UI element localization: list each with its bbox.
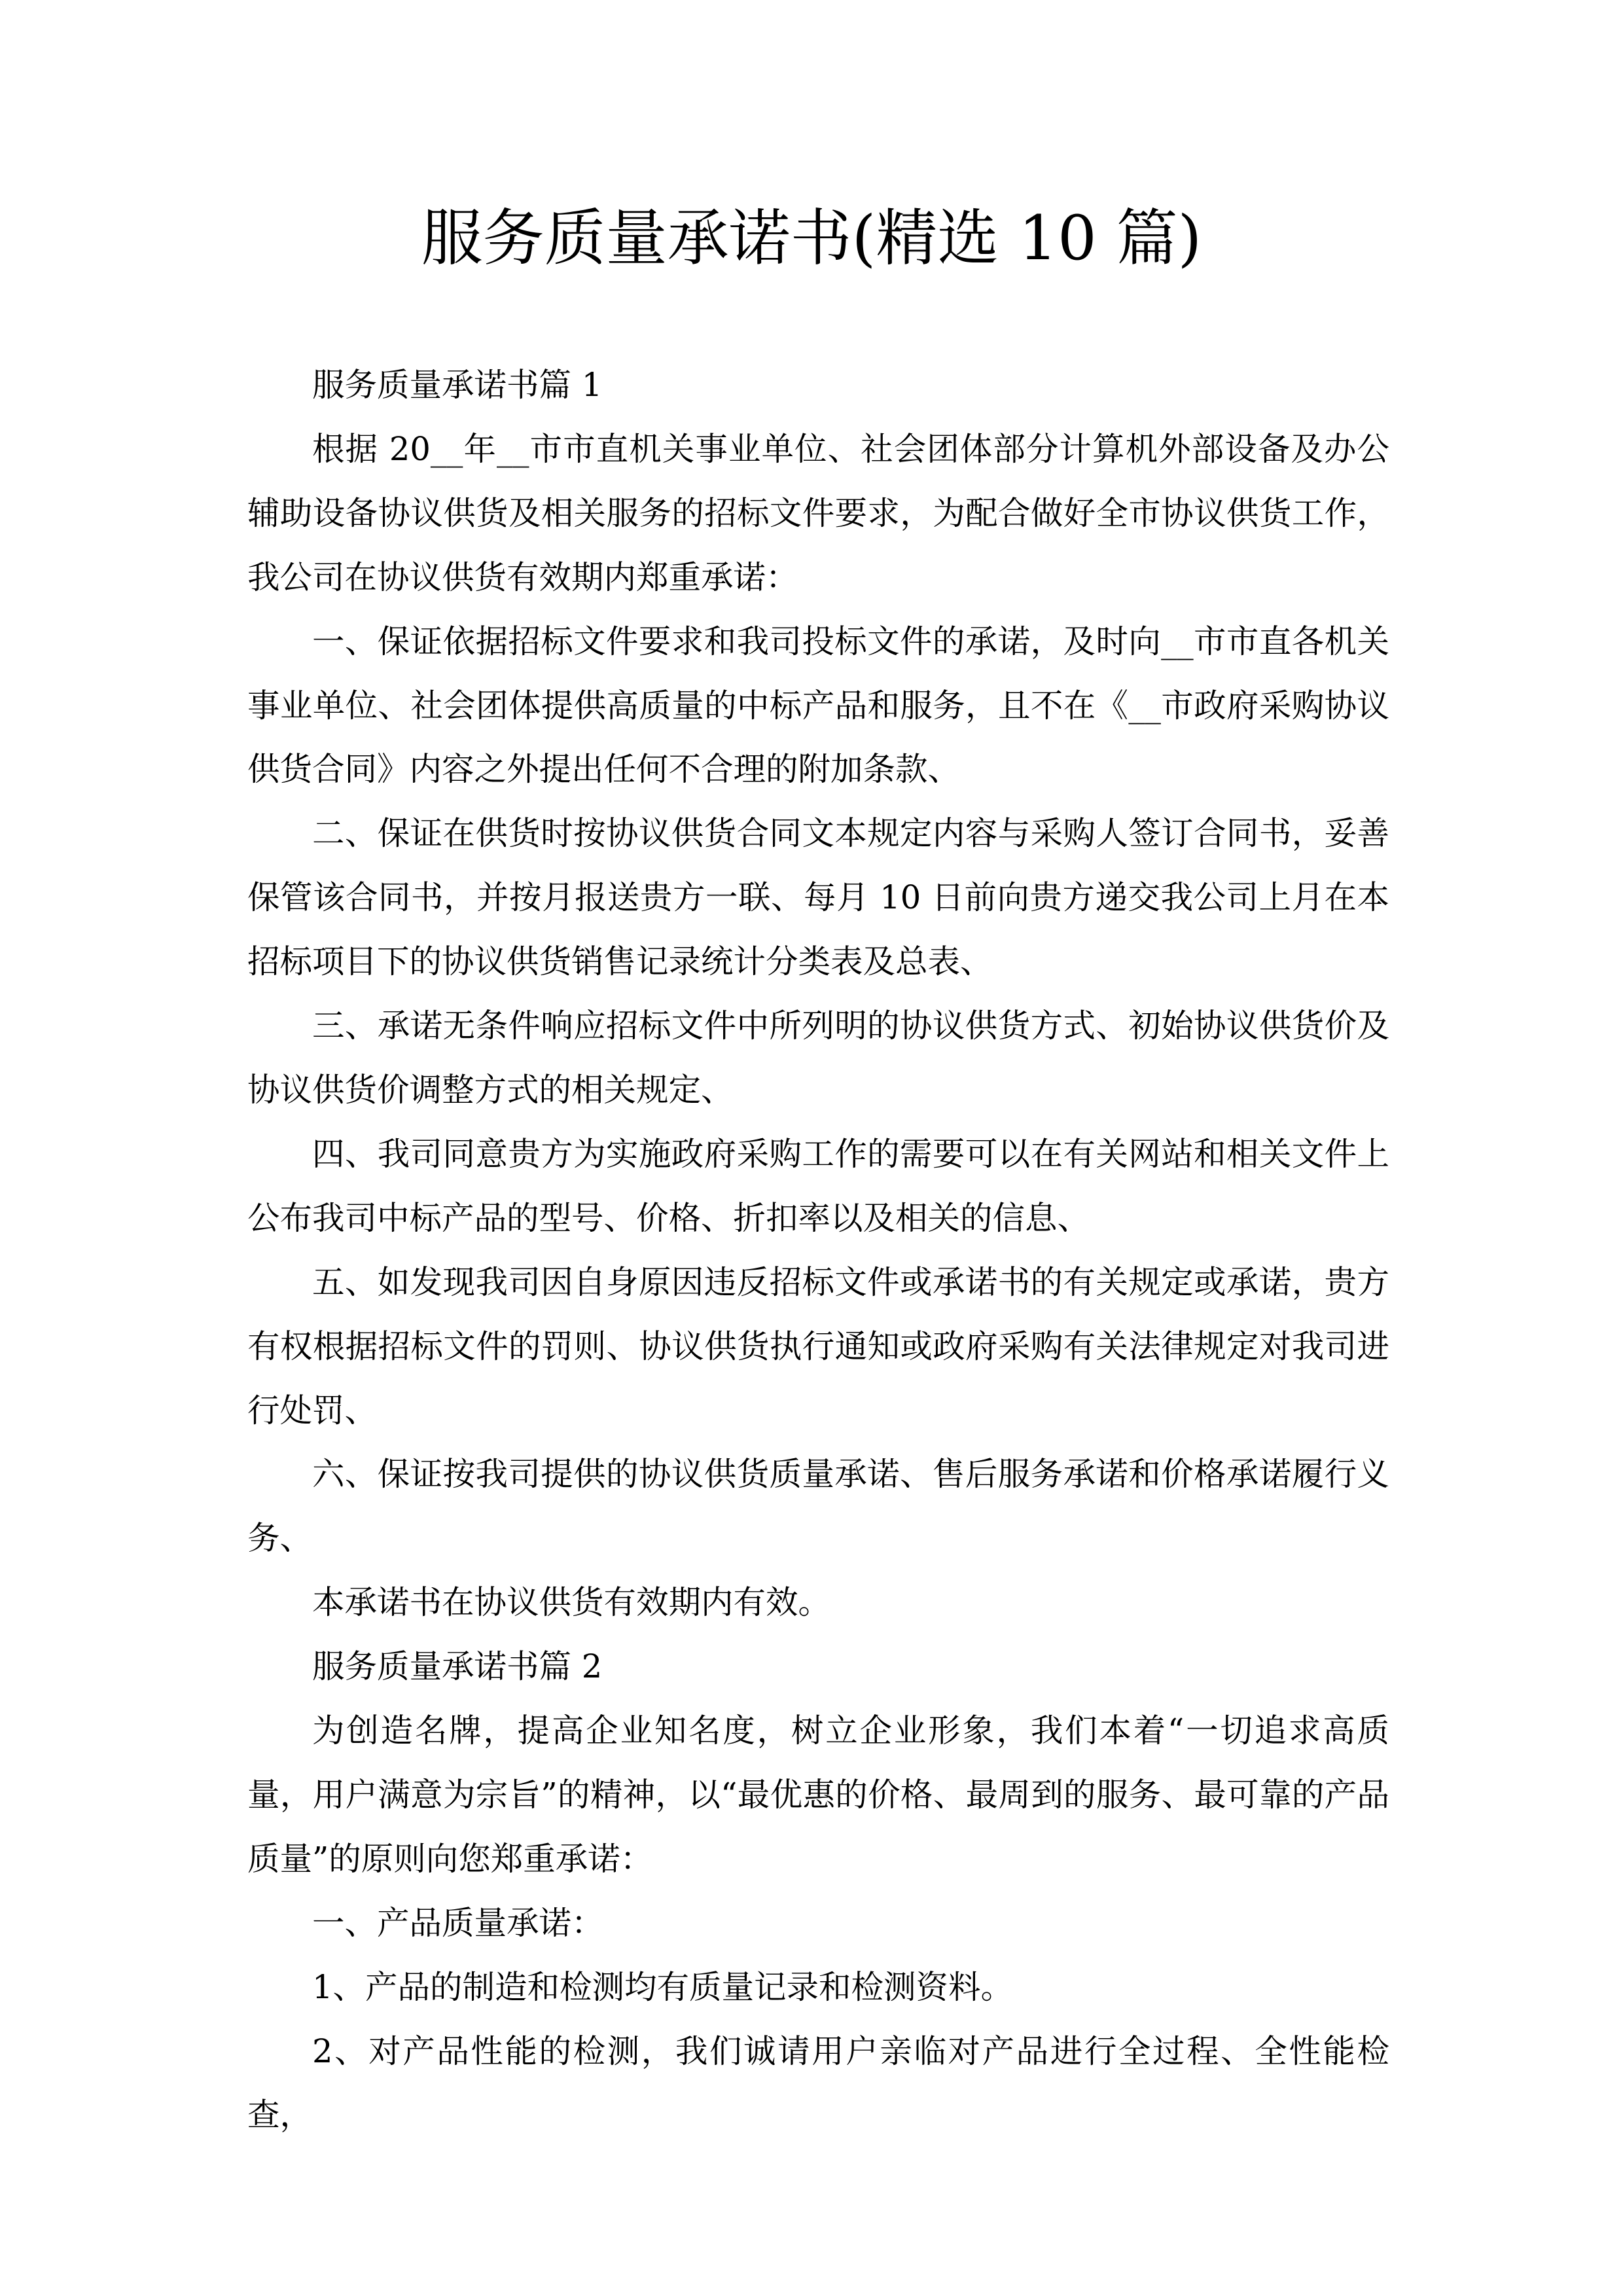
paragraph-clause-1: 一、保证依据招标文件要求和我司投标文件的承诺，及时向__市市直各机关事业单位、社会团体提供高质量的中标产品和服务，且不在《__市政府采购协议供货合同》内容之外提出任何不合理的附加条款、 (247, 622, 1389, 789)
paragraph-validity: 本承诺书在协议供货有效期内有效。 (312, 1583, 830, 1622)
paragraph-clause-6: 六、保证按我司提供的协议供货质量承诺、售后服务承诺和价格承诺履行义务、 (247, 1455, 1389, 1558)
paragraph-intro-2: 为创造名牌，提高企业知名度，树立企业形象，我们本着“一切追求高质量，用户满意为宗旨”的精神，以“最优惠的价格、最周到的服务、最可靠的产品质量”的原则向您郑重承诺： (247, 1712, 1389, 1878)
paragraph-item-1: 1、产品的制造和检测均有质量记录和检测资料。 (312, 1967, 1013, 2006)
document-body (247, 353, 1389, 2147)
paragraph-clause-5: 五、如发现我司因自身原因违反招标文件或承诺书的有关规定或承诺，贵方有权根据招标文件的罚则、协议供货执行通知或政府采购有关法律规定对我司进行处罚、 (247, 1263, 1389, 1429)
section-heading-1: 服务质量承诺书篇 1 (312, 366, 603, 404)
paragraph-item-2: 2、对产品性能的检测，我们诚请用户亲临对产品进行全过程、全性能检查， (247, 2032, 1389, 2134)
paragraph-subheading-quality: 一、产品质量承诺： (312, 1903, 604, 1942)
paragraph-clause-2: 二、保证在供货时按协议供货合同文本规定内容与采购人签订合同书，妥善保管该合同书，并按月报送贵方一联、每月 10 日前向贵方递交我公司上月在本招标项目下的协议供货销售记录统计分类表及总表、 (247, 814, 1389, 981)
document-title: 服务质量承诺书(精选 10 篇) (421, 203, 1202, 274)
section-heading-2: 服务质量承诺书篇 2 (312, 1647, 603, 1686)
paragraph-intro: 根据 20__年__市市直机关事业单位、社会团体部分计算机外部设备及办公辅助设备协议供货及相关服务的招标文件要求，为配合做好全市协议供货工作，我公司在协议供货有效期内郑重承诺： (247, 429, 1389, 596)
paragraph-clause-3: 三、承诺无条件响应招标文件中所列明的协议供货方式、初始协议供货价及协议供货价调整方式的相关规定、 (247, 1007, 1389, 1109)
paragraph-clause-4: 四、我司同意贵方为实施政府采购工作的需要可以在有关网站和相关文件上公布我司中标产品的型号、价格、折扣率以及相关的信息、 (247, 1134, 1389, 1237)
